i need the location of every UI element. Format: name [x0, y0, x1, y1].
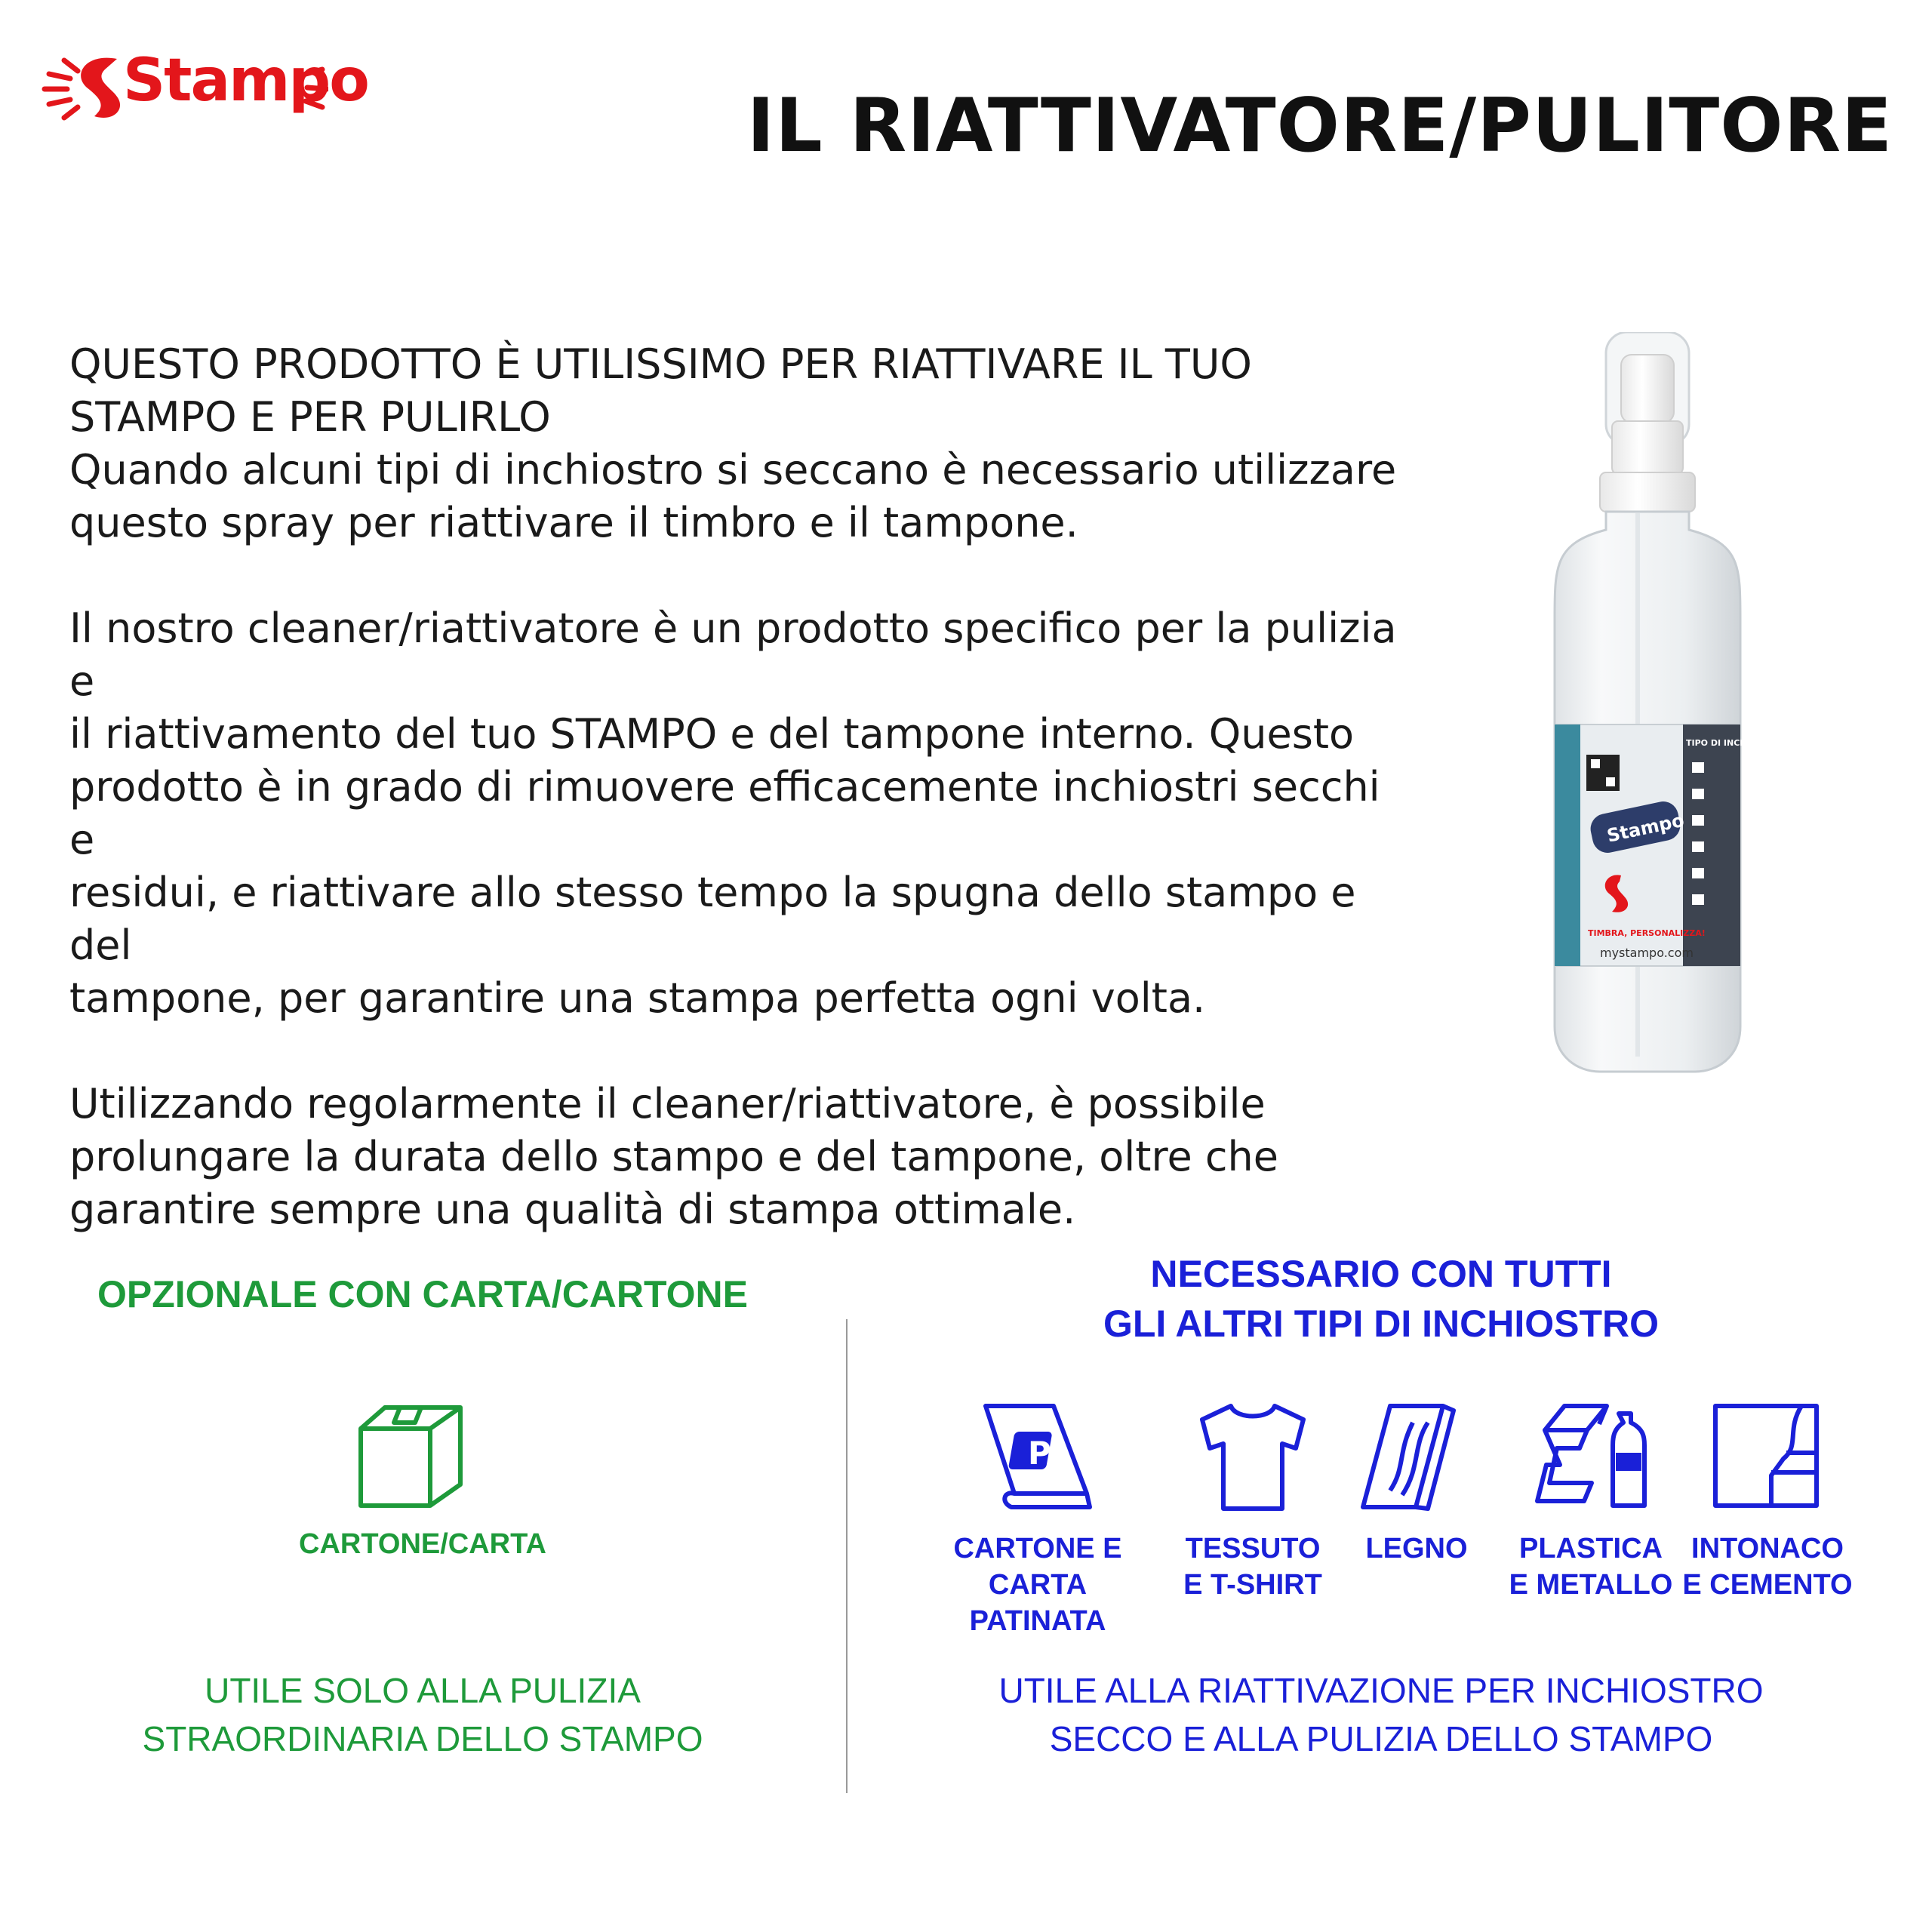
necessary-description [928, 1666, 1834, 1763]
intro-heading-line: STAMPO E PER PULIRLO [69, 393, 551, 441]
necessary-description-line: SECCO E ALLA PULIZIA DELLO STAMPO [1049, 1719, 1713, 1758]
bottle-label-url: mystampo.com [1600, 946, 1694, 960]
optional-description-line: STRAORDINARIA DELLO STAMPO [142, 1719, 703, 1758]
optional-item-label: CARTONE/CARTA [299, 1528, 546, 1560]
paragraph-line: prolungare la durata dello stampo e del tampone, oltre che [69, 1133, 1278, 1180]
paragraph-line: Il nostro cleaner/riattivatore è un prodotto specifico per la pulizia e [69, 605, 1397, 705]
paragraph-line: prodotto è in grado di rimuovere efficacemente inchiostri secchi e [69, 763, 1380, 863]
necessary-item-label [1493, 1531, 1689, 1603]
bottle-label-slogan: TIMBRA, PERSONALIZZA! [1588, 928, 1706, 938]
product-description [69, 338, 1398, 1236]
item-label-line: E METALLO [1509, 1569, 1673, 1601]
item-label-line: E CEMENTO [1682, 1569, 1853, 1601]
necessary-item-label [1318, 1531, 1515, 1567]
item-label-line: CARTA PATINATA [969, 1569, 1106, 1637]
item-label-line: TESSUTO [1185, 1533, 1321, 1564]
necessary-description-line: UTILE ALLA RIATTIVAZIONE PER INCHIOSTRO [998, 1671, 1764, 1710]
bottle-label-logo: Stampo [1604, 809, 1686, 847]
bottle-label-side: TIPO DI INCH [1686, 738, 1747, 748]
brand-logo [42, 44, 368, 127]
item-label-line: LEGNO [1365, 1533, 1468, 1564]
necessary-item-label [940, 1531, 1136, 1639]
item-label-line: CARTONE E [953, 1533, 1122, 1564]
paragraph-line: garantire sempre una qualità di stampa ottimale. [69, 1186, 1076, 1233]
necessary-item-label [1669, 1531, 1866, 1603]
coated-paper-icon [981, 1400, 1094, 1513]
wood-icon [1360, 1400, 1473, 1513]
necessary-heading-line: GLI ALTRI TIPI DI INCHIOSTRO [1103, 1303, 1660, 1345]
svg-text:P: P [1028, 1435, 1051, 1472]
paragraph-line: residui, e riattivare allo stesso tempo la spugna dello stampo e del [69, 869, 1356, 969]
necessary-heading [928, 1249, 1834, 1349]
paragraph-line: il riattivamento del tuo STAMPO e del tampone interno. Questo [69, 710, 1355, 758]
paragraph-line: tampone, per garantire una stampa perfetta ogni volta. [69, 974, 1206, 1022]
necessary-heading-line: NECESSARIO CON TUTTI [1150, 1253, 1612, 1295]
plastic-metal-icon [1534, 1400, 1647, 1513]
spray-bottle-image [1524, 332, 1766, 1079]
section-divider [846, 1319, 848, 1793]
item-label-line: E T-SHIRT [1183, 1569, 1322, 1601]
paragraph-line: Utilizzando regolarmente il cleaner/riattivatore, è possibile [69, 1080, 1266, 1128]
tshirt-icon [1196, 1400, 1309, 1513]
item-label-line: INTONACO [1691, 1533, 1844, 1564]
paragraph-line: Quando alcuni tipi di inchiostro si seccano è necessario utilizzare [69, 446, 1397, 494]
logo-text: Stampo [123, 47, 368, 115]
page-title: IL RIATTIVATORE/PULITORE [746, 83, 1893, 169]
paragraph-line: questo spray per riattivare il timbro e il tampone. [69, 499, 1078, 546]
optional-description-line: UTILE SOLO ALLA PULIZIA [205, 1671, 641, 1710]
optional-heading: OPZIONALE CON CARTA/CARTONE [97, 1273, 749, 1315]
intro-heading-line: QUESTO PRODOTTO È UTILISSIMO PER RIATTIVARE IL TUO [69, 340, 1252, 388]
box-icon [355, 1400, 468, 1513]
optional-description [30, 1666, 815, 1763]
plaster-cement-icon [1711, 1400, 1824, 1513]
item-label-line: PLASTICA [1519, 1533, 1663, 1564]
